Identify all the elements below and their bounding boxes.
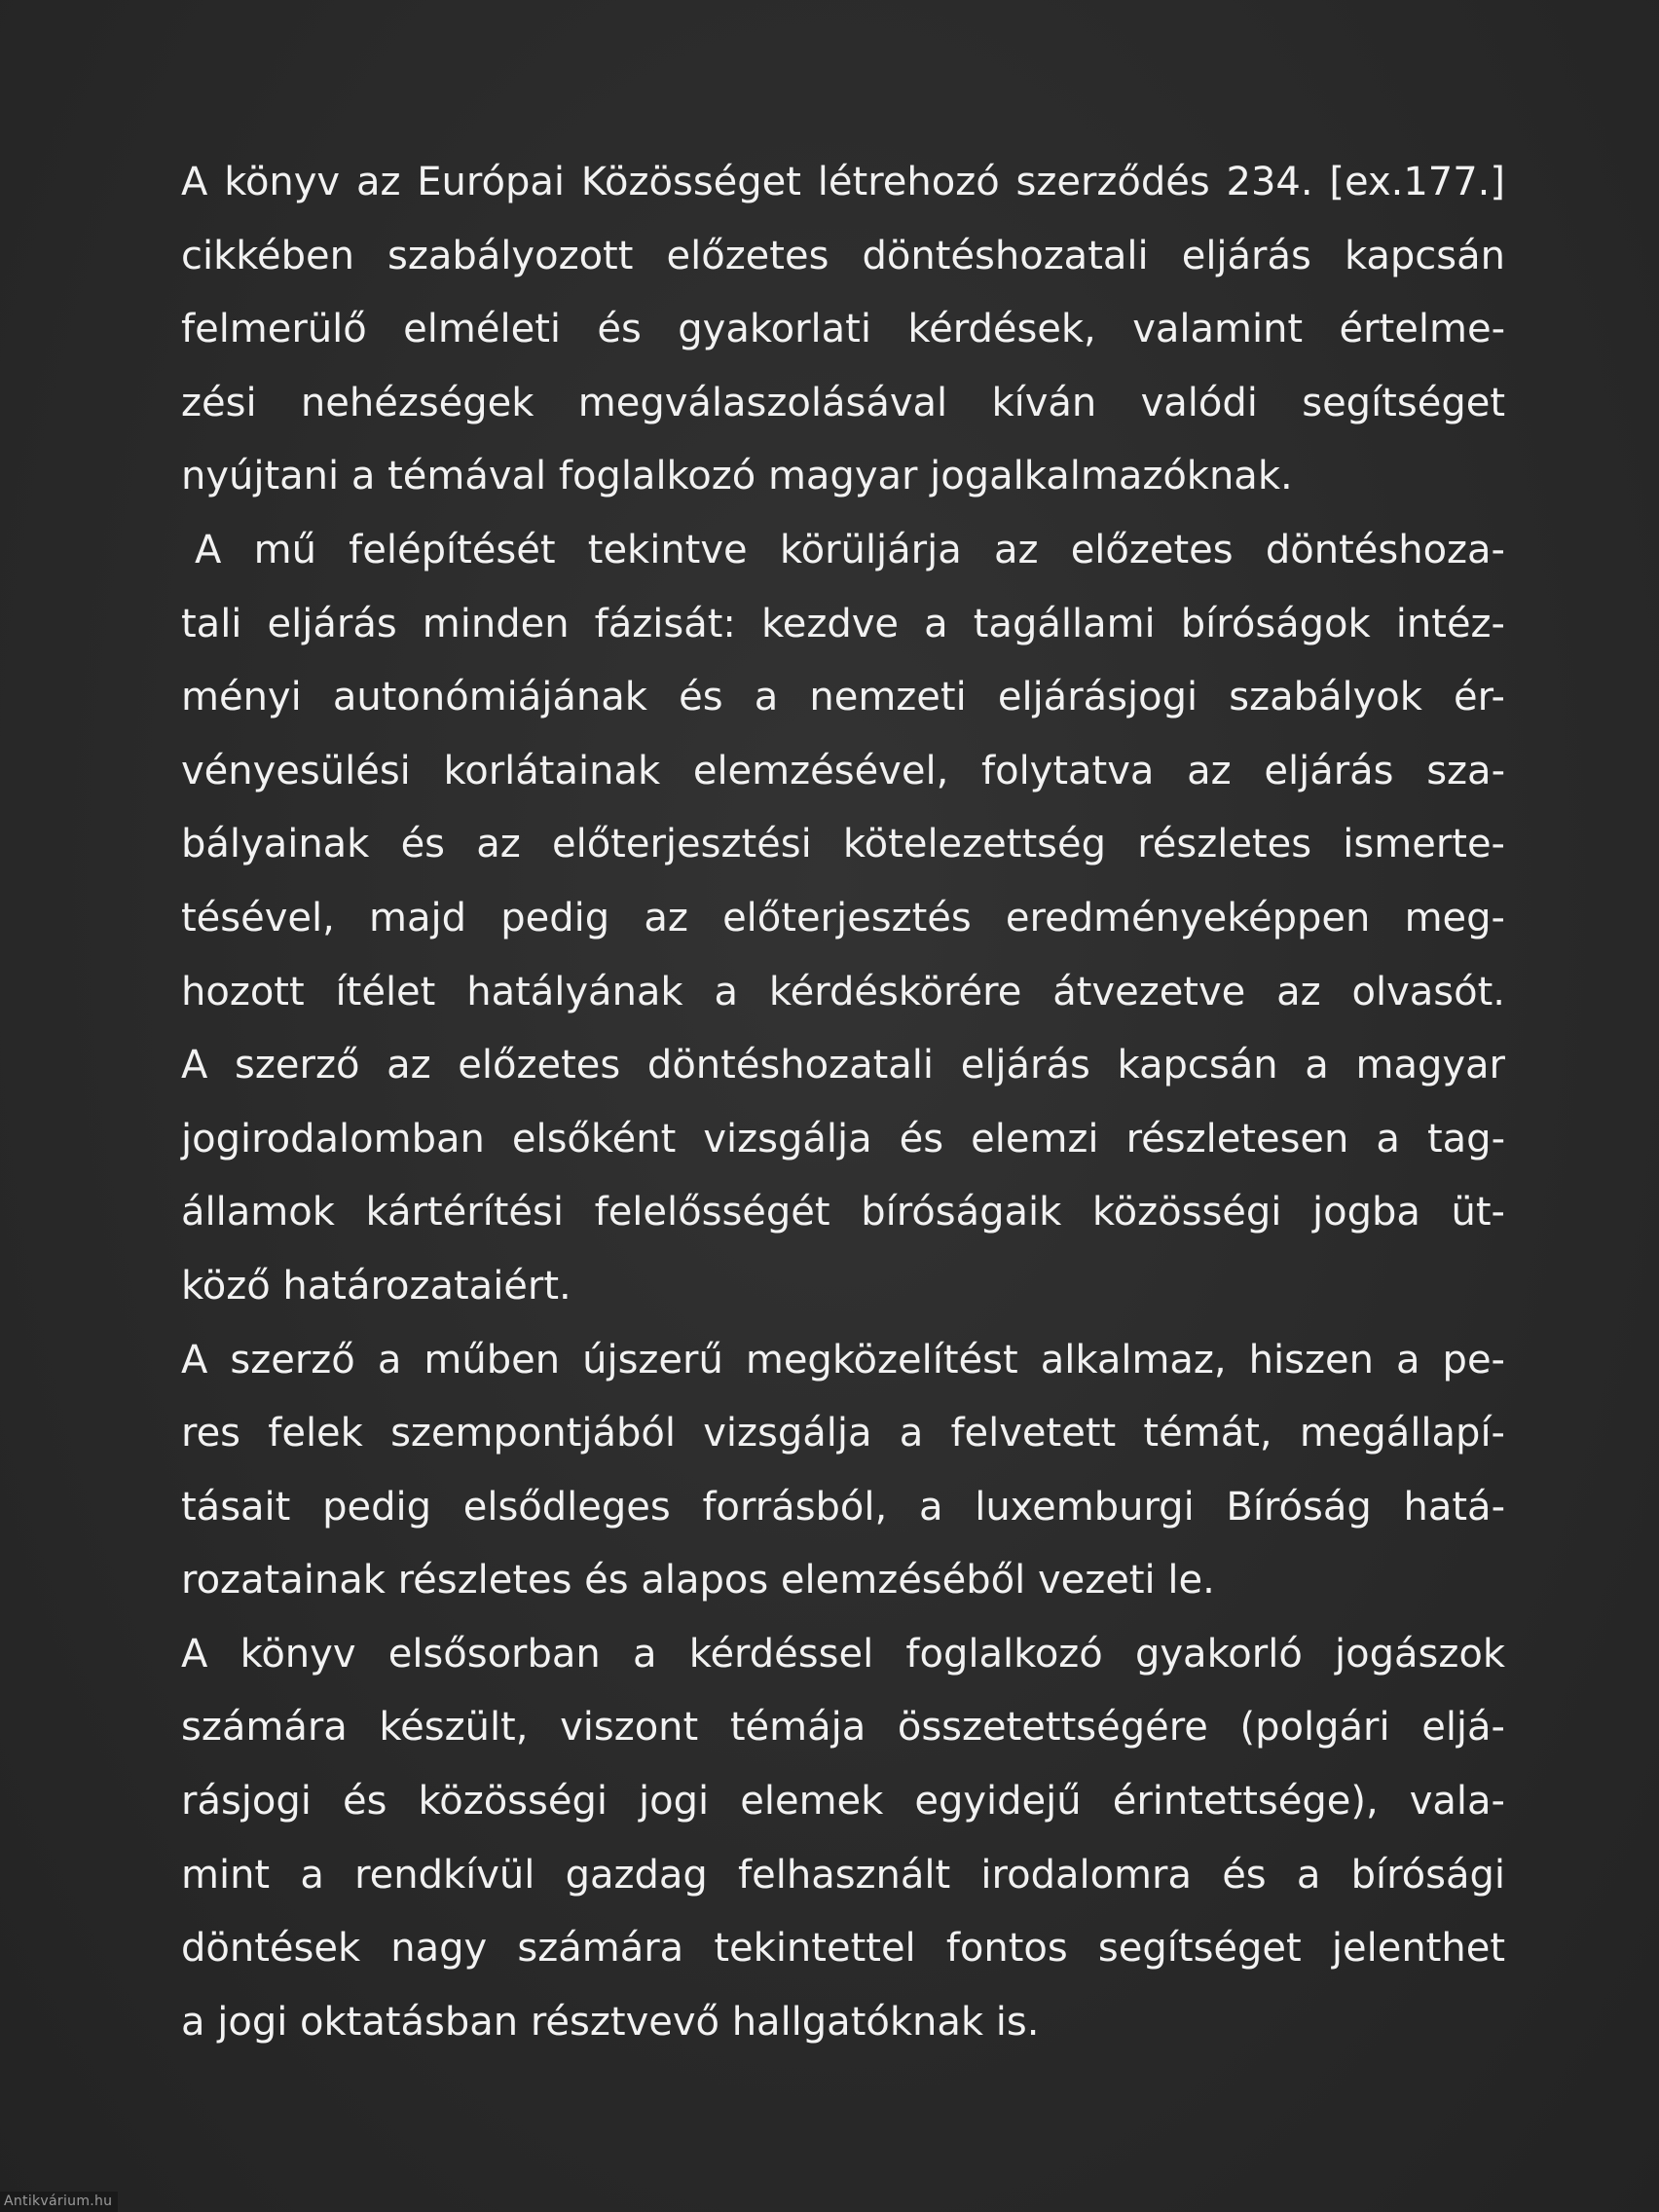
- blurb-text: [181, 146, 1505, 2059]
- blurb-line: ményi autonómiájának és a nemzeti eljárásjogi szabályok ér-: [181, 675, 1505, 720]
- blurb-line: jogirodalomban elsőként vizsgálja és elemzi részletesen a tag-: [181, 1116, 1505, 1161]
- blurb-line: a jogi oktatásban résztvevő hallgatóknak is.: [181, 1999, 1040, 2045]
- blurb-line: mint a rendkívül gazdag felhasznált irodalomra és a bírósági: [181, 1852, 1505, 1898]
- blurb-line: államok kártérítési felelősségét bíróságaik közösségi jogba üt-: [181, 1190, 1505, 1235]
- blurb-line: rozatainak részletes és alapos elemzéséből vezeti le.: [181, 1558, 1215, 1604]
- blurb-line: A szerző az előzetes döntéshozatali eljárás kapcsán a magyar: [181, 1043, 1505, 1088]
- blurb-line: hozott ítélet hatályának a kérdéskörére átvezetve az olvasót.: [181, 969, 1505, 1014]
- watermark: Antikvárium.hu: [0, 2192, 118, 2212]
- blurb-line: A könyv az Európai Közösséget létrehozó szerződés 234. [ex.177.]: [181, 160, 1505, 204]
- blurb-line: tali eljárás minden fázisát: kezdve a tagállami bíróságok intéz-: [181, 601, 1505, 646]
- blurb-line: bályainak és az előterjesztési kötelezettség részletes ismerte-: [181, 822, 1505, 867]
- blurb-line: A szerző a műben újszerű megközelítést alkalmaz, hiszen a pe-: [181, 1337, 1505, 1382]
- blurb-line: döntések nagy számára tekintettel fontos segítséget jelenthet: [181, 1926, 1505, 1972]
- blurb-line: res felek szempontjából vizsgálja a felvetett témát, megállapí-: [181, 1411, 1505, 1456]
- blurb-line: A mű felépítését tekintve körüljárja az előzetes döntéshoza-: [195, 527, 1505, 572]
- blurb-line: tásait pedig elsődleges forrásból, a luxemburgi Bíróság hatá-: [181, 1484, 1505, 1530]
- blurb-line: vényesülési korlátainak elemzésével, folytatva az eljárás sza-: [181, 748, 1505, 793]
- blurb-line: zési nehézségek megválaszolásával kíván valódi segítséget: [181, 380, 1505, 425]
- blurb-line: nyújtani a témával foglalkozó magyar jogalkalmazóknak.: [181, 454, 1293, 499]
- blurb-line: rásjogi és közösségi jogi elemek egyidejű érintettsége), vala-: [181, 1779, 1505, 1825]
- blurb-line: köző határozataiért.: [181, 1263, 571, 1309]
- blurb-line: tésével, majd pedig az előterjesztés eredményeképpen meg-: [181, 895, 1505, 940]
- blurb-line: számára készült, viszont témája összetettségére (polgári eljá-: [181, 1705, 1505, 1751]
- blurb-line: cikkében szabályozott előzetes döntéshozatali eljárás kapcsán: [181, 233, 1505, 278]
- blurb-line: felmerülő elméleti és gyakorlati kérdések, valamint értelme-: [181, 307, 1505, 352]
- blurb-line: A könyv elsősorban a kérdéssel foglalkozó gyakorló jogászok: [181, 1631, 1505, 1677]
